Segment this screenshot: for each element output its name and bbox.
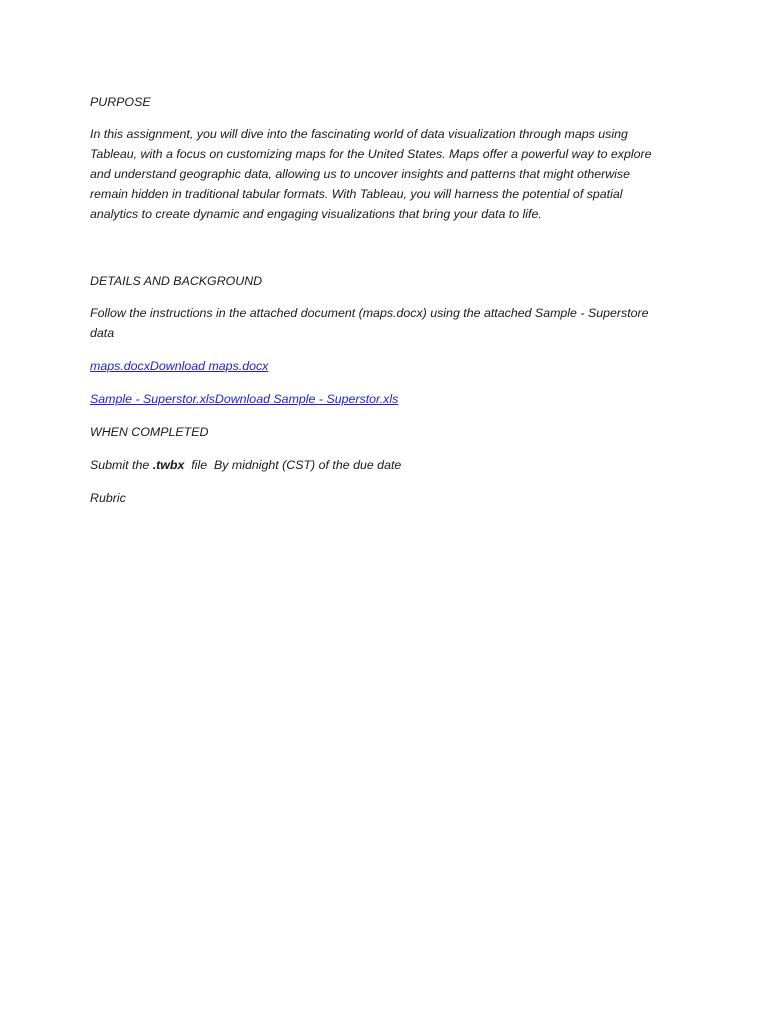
submit-file-extension: .twbx bbox=[152, 458, 185, 472]
purpose-line: Tableau, with a focus on customizing maps for the United States. Maps offer a powerful way to explore bbox=[90, 147, 652, 161]
submit-prefix: Submit the bbox=[90, 458, 153, 472]
details-heading: DETAILS AND BACKGROUND bbox=[90, 274, 263, 288]
purpose-paragraph bbox=[90, 124, 680, 224]
superstore-xls-download-link[interactable]: Sample - Superstor.xlsDownload Sample - Superstor.xls bbox=[90, 392, 399, 406]
details-line: Follow the instructions in the attached document (maps.docx) using the attached Sample - Superstore bbox=[90, 306, 649, 320]
maps-docx-link-paragraph bbox=[90, 356, 680, 376]
completed-heading: WHEN COMPLETED bbox=[90, 425, 209, 439]
submit-suffix: file By midnight (CST) of the due date bbox=[184, 458, 402, 472]
details-line: data bbox=[90, 326, 115, 340]
maps-docx-download-link[interactable]: maps.docxDownload maps.docx bbox=[90, 359, 269, 373]
superstore-link-paragraph bbox=[90, 389, 680, 409]
purpose-line: analytics to create dynamic and engaging visualizations that bring your data to life. bbox=[90, 207, 542, 221]
purpose-heading: PURPOSE bbox=[90, 95, 151, 109]
details-paragraph bbox=[90, 303, 680, 343]
rubric-label: Rubric bbox=[90, 491, 126, 505]
purpose-line: remain hidden in traditional tabular formats. With Tableau, you will harness the potential of spatial bbox=[90, 187, 623, 201]
purpose-line: In this assignment, you will dive into the fascinating world of data visualization through maps using bbox=[90, 127, 628, 141]
submit-instruction bbox=[90, 455, 680, 475]
purpose-line: and understand geographic data, allowing us to uncover insights and patterns that might otherwise bbox=[90, 167, 631, 181]
